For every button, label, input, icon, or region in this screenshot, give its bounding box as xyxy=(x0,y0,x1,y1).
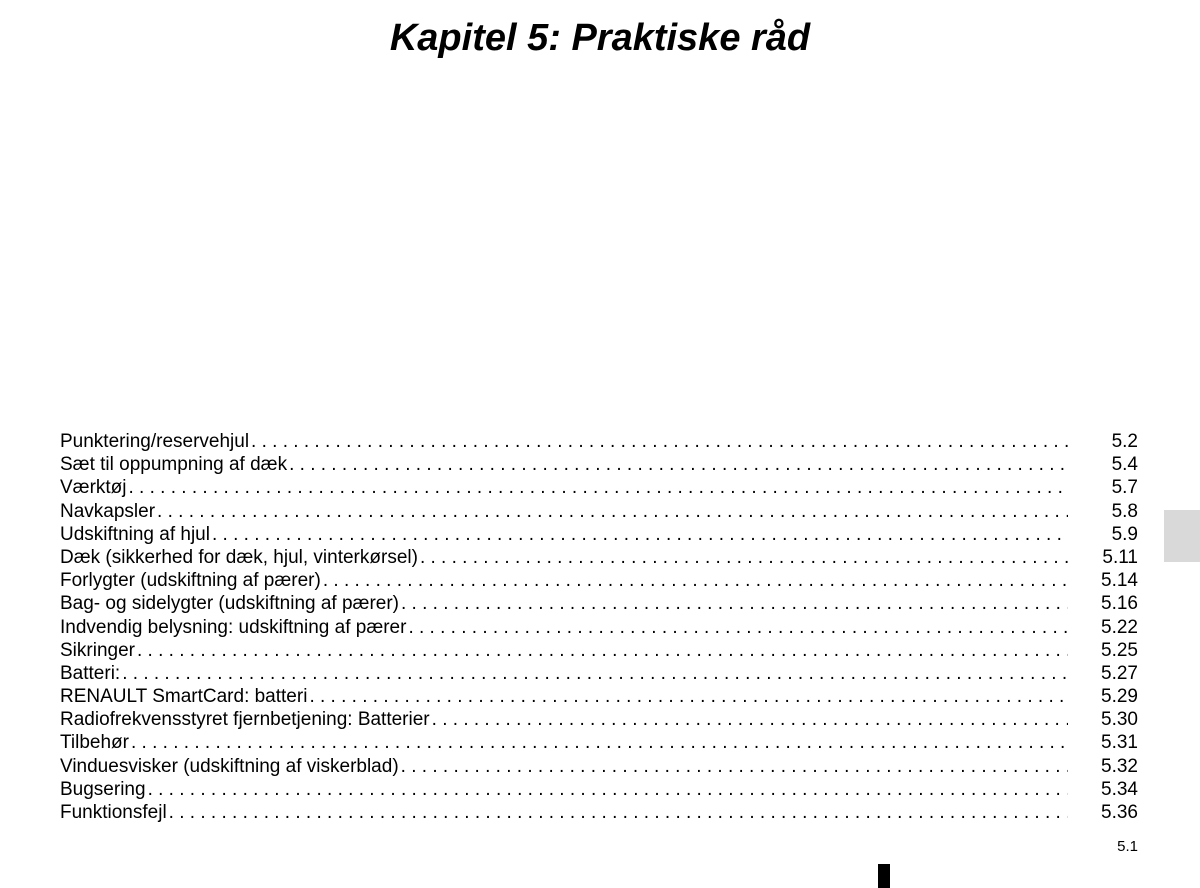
toc-entry[interactable] xyxy=(60,639,1138,662)
toc-entry-page: 5.14 xyxy=(1101,570,1138,592)
toc-leader-dots xyxy=(323,569,1068,592)
toc-entry-label: Vinduesvisker (udskiftning af viskerblad) xyxy=(60,755,399,777)
toc-leader-dots xyxy=(212,523,1068,546)
toc-entry-page: 5.16 xyxy=(1101,593,1138,615)
toc-entry-label: Bugsering xyxy=(60,778,146,800)
toc-entry-page: 5.25 xyxy=(1101,639,1138,661)
toc-leader-dots xyxy=(289,453,1068,476)
chapter-side-tab xyxy=(1164,510,1200,562)
toc-entry-label: Sæt til oppumpning af dæk xyxy=(60,454,288,476)
toc-entry-label: Navkapsler xyxy=(60,500,156,522)
toc-entry-label: Bag- og sidelygter (udskiftning af pærer) xyxy=(60,593,399,615)
toc-leader-dots xyxy=(148,778,1068,801)
toc-entry[interactable] xyxy=(60,523,1138,546)
toc-entry-page: 5.7 xyxy=(1111,477,1138,499)
toc-entry[interactable] xyxy=(60,731,1138,754)
toc-entry[interactable] xyxy=(60,569,1138,592)
toc-entry-page: 5.4 xyxy=(1111,454,1138,476)
crop-mark xyxy=(878,864,890,888)
toc-entry[interactable] xyxy=(60,778,1138,801)
toc-entry-page: 5.8 xyxy=(1111,500,1138,522)
toc-entry-label: Sikringer xyxy=(60,639,135,661)
toc-entry[interactable] xyxy=(60,430,1138,453)
toc-entry[interactable] xyxy=(60,500,1138,523)
toc-entry-page: 5.30 xyxy=(1101,709,1138,731)
toc-entry-label: Værktøj xyxy=(60,477,127,499)
toc-entry[interactable] xyxy=(60,801,1138,824)
toc-leader-dots xyxy=(137,639,1068,662)
toc-entry-page: 5.22 xyxy=(1101,616,1138,638)
toc-leader-dots xyxy=(309,685,1068,708)
toc-entry-label: RENAULT SmartCard: batteri xyxy=(60,686,308,708)
toc-entry-page: 5.31 xyxy=(1101,732,1138,754)
toc-entry-page: 5.27 xyxy=(1101,662,1138,684)
toc-leader-dots xyxy=(131,731,1068,754)
toc-leader-dots xyxy=(408,616,1068,639)
chapter-title: Kapitel 5: Praktiske råd xyxy=(389,17,811,59)
toc-entry-page: 5.36 xyxy=(1101,802,1138,823)
toc-entry-label: Indvendig belysning: udskiftning af pærer xyxy=(60,616,407,638)
toc-entry[interactable] xyxy=(60,755,1138,778)
toc-entry-page: 5.11 xyxy=(1102,546,1138,568)
toc-entry[interactable] xyxy=(60,662,1138,685)
toc-entry[interactable] xyxy=(60,616,1138,639)
toc-entry-page: 5.9 xyxy=(1111,523,1138,545)
toc-entry-label: Batteri: xyxy=(60,662,121,684)
table-of-contents xyxy=(60,430,1138,824)
toc-entry-label: Forlygter (udskiftning af pærer) xyxy=(60,570,321,592)
toc-leader-dots xyxy=(129,476,1069,499)
toc-entry-page: 5.29 xyxy=(1101,686,1138,708)
toc-entry-label: Punktering/reservehjul xyxy=(60,431,250,452)
toc-entry-label: Udskiftning af hjul xyxy=(60,523,210,545)
toc-entry[interactable] xyxy=(60,546,1138,569)
toc-leader-dots xyxy=(169,801,1068,824)
toc-entry[interactable] xyxy=(60,685,1138,708)
toc-leader-dots xyxy=(432,708,1068,731)
page-number: 5.1 xyxy=(1117,838,1138,855)
toc-entry-page: 5.32 xyxy=(1101,755,1138,777)
toc-entry-page: 5.2 xyxy=(1111,431,1138,452)
toc-entry[interactable] xyxy=(60,453,1138,476)
toc-leader-dots xyxy=(122,662,1068,685)
toc-entry[interactable] xyxy=(60,592,1138,615)
toc-entry-label: Tilbehør xyxy=(60,732,129,754)
toc-leader-dots xyxy=(401,755,1068,778)
toc-leader-dots xyxy=(420,546,1068,569)
toc-leader-dots xyxy=(157,500,1068,523)
toc-leader-dots xyxy=(251,430,1068,453)
toc-entry-label: Radiofrekvensstyret fjernbetjening: Batterier xyxy=(60,709,430,731)
toc-entry[interactable] xyxy=(60,476,1138,499)
toc-entry-label: Dæk (sikkerhed for dæk, hjul, vinterkørsel) xyxy=(60,546,418,568)
toc-entry-label: Funktionsfejl xyxy=(60,802,167,823)
toc-entry[interactable] xyxy=(60,708,1138,731)
toc-leader-dots xyxy=(401,592,1068,615)
toc-entry-page: 5.34 xyxy=(1101,778,1138,800)
